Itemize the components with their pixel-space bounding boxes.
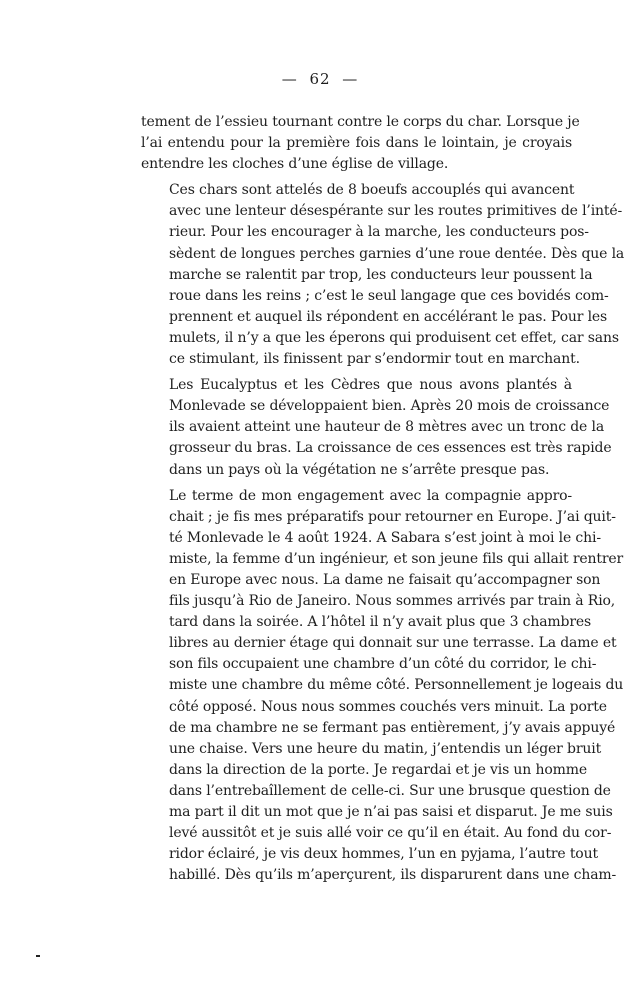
- text-line: ma part il dit un mot que je n’ai pas saisi et disparut. Je me suis: [169, 804, 613, 820]
- text-line: habillé. Dès qu’ils m’aperçurent, ils disparurent dans une cham-: [169, 867, 617, 884]
- text-line: sèdent de longues perches garnies d’une roue dentée. Dès que la: [169, 245, 625, 262]
- text-line: Le terme de mon engagement avec la compagnie appro-: [169, 487, 572, 504]
- paragraph-ox-carts: [141, 180, 625, 370]
- paragraph-eucalyptus: [141, 375, 612, 480]
- text-line: té Monlevade le 4 août 1924. A Sabara s’est joint à moi le chi-: [169, 529, 601, 546]
- text-line: dans un pays où la végétation ne s’arrête presque pas.: [169, 461, 550, 478]
- page-number: — 62 —: [281, 70, 359, 88]
- text-line: entendre les cloches d’une église de village.: [141, 156, 449, 173]
- text-line: tement de l’essieu tournant contre le corps du char. Lorsque je: [141, 114, 580, 130]
- body-text: [141, 112, 625, 891]
- text-line: dans l’entrebaîllement de celle-ci. Sur une brusque question de: [169, 782, 611, 799]
- text-line: Ces chars sont attelés de 8 boeufs accouplés qui avancent: [169, 182, 575, 199]
- text-line: chait ; je fis mes préparatifs pour retourner en Europe. J’ai quit-: [169, 508, 616, 525]
- text-line: miste une chambre du même côté. Personnellement je logeais du: [169, 677, 624, 694]
- text-line: fils jusqu’à Rio de Janeiro. Nous sommes arrivés par train à Rio,: [169, 593, 616, 610]
- text-line: l’ai entendu pour la première fois dans le lointain, je croyais: [141, 135, 572, 152]
- text-line: dans la direction de la porte. Je regardai et je vis un homme: [169, 761, 587, 778]
- scan-speck: [36, 955, 40, 957]
- text-line: marche se ralentit par trop, les conducteurs leur poussent la: [169, 266, 593, 283]
- text-line: avec une lenteur désespérante sur les routes primitives de l’inté-: [169, 203, 623, 220]
- text-line: grosseur du bras. La croissance de ces essences est très rapide: [169, 440, 612, 457]
- text-line: rieur. Pour les encourager à la marche, les conducteurs pos-: [169, 224, 589, 241]
- text-line: ce stimulant, ils finissent par s’endormir tout en marchant.: [169, 351, 580, 368]
- text-line: miste, la femme d’un ingénieur, et son jeune fils qui allait rentrer: [169, 550, 624, 567]
- text-line: Les Eucalyptus et les Cèdres que nous avons plantés à: [169, 377, 572, 394]
- text-line: ridor éclairé, je vis deux hommes, l’un en pyjama, l’autre tout: [169, 846, 598, 863]
- text-line: son fils occupaient une chambre d’un côté du corridor, le chi-: [169, 656, 597, 673]
- text-line: prennent et auquel ils répondent en accélérant le pas. Pour les: [169, 308, 608, 325]
- paragraph-departure: [141, 486, 624, 887]
- text-line: levé aussitôt et je suis allé voir ce qu’il en était. Au fond du cor-: [169, 825, 612, 842]
- text-line: en Europe avec nous. La dame ne faisait qu’accompagner son: [169, 571, 601, 588]
- text-line: une chaise. Vers une heure du matin, j’entendis un léger bruit: [169, 740, 602, 757]
- text-line: roue dans les reins ; c’est le seul langage que ces bovidés com-: [169, 287, 609, 304]
- text-line: mulets, il n’y a que les éperons qui produisent cet effet, car sans: [169, 329, 619, 346]
- paragraph-continued: [141, 112, 580, 175]
- text-line: ils avaient atteint une hauteur de 8 mètres avec un tronc de la: [169, 419, 605, 436]
- text-line: côté opposé. Nous nous sommes couchés vers minuit. La porte: [169, 698, 607, 715]
- text-line: de ma chambre ne se fermant pas entièrement, j’y avais appuyé: [169, 719, 616, 736]
- text-line: libres au dernier étage qui donnait sur une terrasse. La dame et: [169, 635, 617, 652]
- text-line: Monlevade se développaient bien. Après 20 mois de croissance: [169, 398, 610, 415]
- text-line: tard dans la soirée. A l’hôtel il n’y avait plus que 3 chambres: [169, 614, 592, 631]
